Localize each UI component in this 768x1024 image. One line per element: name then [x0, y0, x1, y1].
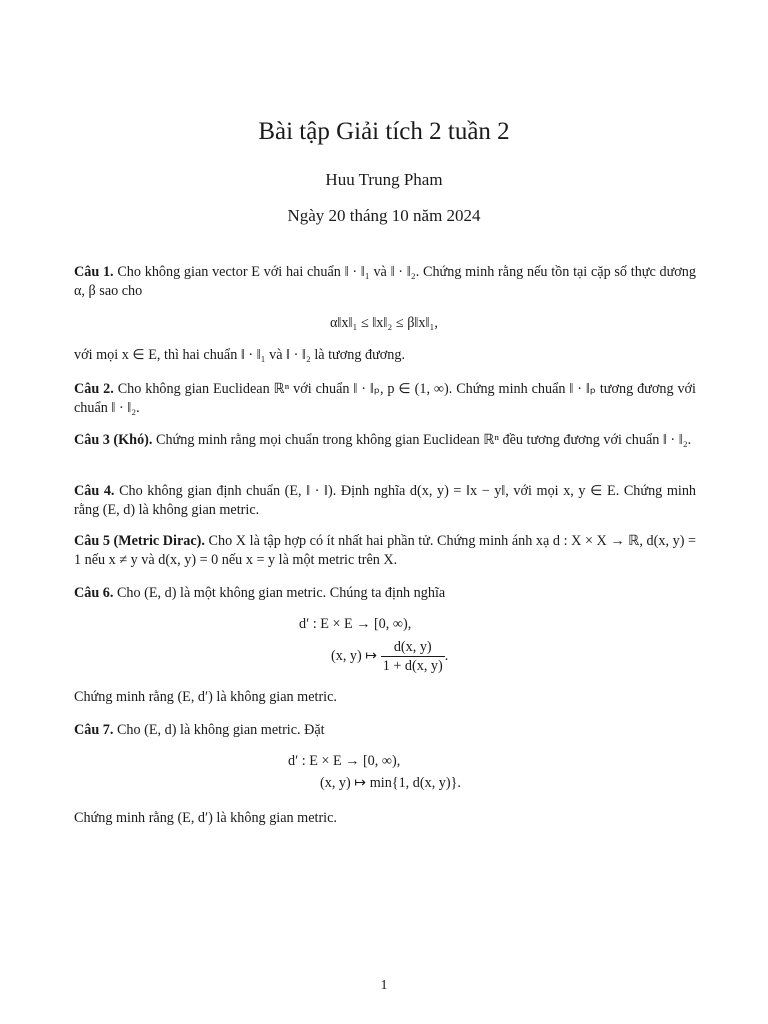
problem-5-statement: [74, 532, 696, 570]
document-title: Bài tập Giải tích 2 tuần 2: [258, 118, 510, 145]
problem-6-eq-end: .: [444, 647, 449, 664]
problem-5-text: Cho X là tập hợp có ít nhất hai phần tử. Chứng minh ánh xạ d : X × X → ℝ, d(x, y) = 1 nếu x ≠ y và d(x, y) = 0 nếu x = y là một metric trên X.: [74, 533, 697, 568]
problem-7-label: Câu 7.: [74, 722, 114, 738]
problem-4-text: Cho không gian định chuẩn (E, ‖ · ‖). Định nghĩa d(x, y) = ‖x − y‖, với mọi x, y ∈ E. Chứng minh rằng (E, d) là không gian metric.: [74, 483, 697, 518]
problem-1-text: Cho không gian vector E với hai chuẩn ‖ · ‖₁ và ‖ · ‖₂. Chứng minh rằng nếu tồn tại cặp số thực dương α, β sao cho: [74, 264, 696, 299]
problem-7-eq-line-1: d′ : E × E → [0, ∞),: [288, 753, 401, 769]
problem-2-text: Cho không gian Euclidean ℝⁿ với chuẩn ‖ · ‖ₚ, p ∈ (1, ∞). Chứng minh chuẩn ‖ · ‖ₚ tương đương với chuẩn ‖ · ‖₂.: [74, 381, 697, 416]
problem-6-statement: [74, 584, 696, 603]
page-number: 1: [380, 978, 388, 993]
problem-7-statement: [74, 721, 696, 740]
problem-7-text: Cho (E, d) là không gian metric. Đặt: [116, 722, 325, 738]
problem-6-fraction-denominator: 1 + d(x, y): [382, 658, 443, 674]
problem-6-eq-map: (x, y) ↦: [331, 647, 378, 664]
problem-4-label: Câu 4.: [74, 483, 115, 499]
problem-6-eq-line-1: d′ : E × E → [0, ∞),: [299, 616, 412, 632]
problem-7-conclusion: Chứng minh rằng (E, d′) là không gian metric.: [74, 810, 337, 826]
problem-6-fraction: [381, 638, 445, 675]
problem-3-text: Chứng minh rằng mọi chuẩn trong không gian Euclidean ℝⁿ đều tương đương với chuẩn ‖ · ‖₂.: [155, 432, 692, 448]
problem-1-equation: α‖x‖₁ ≤ ‖x‖₂ ≤ β‖x‖₁,: [330, 315, 438, 331]
problem-4-statement: [74, 482, 696, 520]
problem-1-label: Câu 1.: [74, 264, 114, 280]
problem-5-label: Câu 5 (Metric Dirac).: [74, 533, 205, 549]
problem-3-label: Câu 3 (Khó).: [74, 432, 153, 448]
problem-6-fraction-numerator: d(x, y): [381, 638, 445, 657]
problem-6-text: Cho (E, d) là một không gian metric. Chúng ta định nghĩa: [116, 585, 446, 601]
problem-6-conclusion: Chứng minh rằng (E, d′) là không gian metric.: [74, 689, 337, 705]
problem-6-label: Câu 6.: [74, 585, 114, 601]
problem-3-statement: [74, 431, 696, 450]
problem-2-label: Câu 2.: [74, 381, 114, 397]
problem-1-conclusion: với mọi x ∈ E, thì hai chuẩn ‖ · ‖₁ và ‖ · ‖₂ là tương đương.: [74, 347, 406, 363]
problem-1-statement: [74, 263, 696, 301]
document-date: Ngày 20 tháng 10 năm 2024: [287, 206, 481, 225]
problem-6-eq-line-2: [331, 638, 448, 675]
problem-2-statement: [74, 380, 696, 418]
document-author: Huu Trung Pham: [325, 170, 443, 189]
problem-7-eq-line-2: (x, y) ↦ min{1, d(x, y)}.: [320, 775, 461, 791]
